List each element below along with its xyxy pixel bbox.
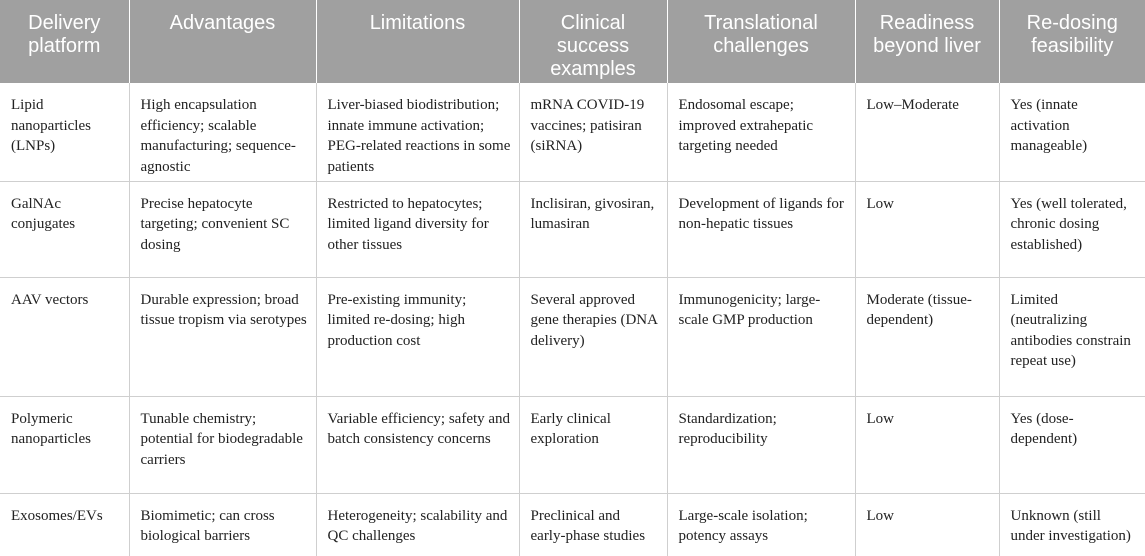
cell-challenges: Standardization; reproducibility [667, 396, 855, 493]
cell-readiness: Low–Moderate [855, 83, 999, 181]
cell-limitations: Liver-biased biodistribution; innate immune activation; PEG-related reactions in some patients [316, 83, 519, 181]
header-translational-challenges: Translational challenges [667, 0, 855, 83]
cell-redosing: Yes (well tolerated, chronic dosing established) [999, 181, 1145, 277]
cell-platform: Polymeric nanoparticles [0, 396, 129, 493]
header-redosing: Re-dosing feasibility [999, 0, 1145, 83]
cell-challenges: Large-scale isolation; potency assays [667, 493, 855, 556]
table-header-row [0, 0, 1145, 83]
cell-clinical: Early clinical exploration [519, 396, 667, 493]
cell-challenges: Endosomal escape; improved extrahepatic targeting needed [667, 83, 855, 181]
header-advantages: Advantages [129, 0, 316, 83]
cell-advantages: Biomimetic; can cross biological barriers [129, 493, 316, 556]
cell-platform: AAV vectors [0, 277, 129, 396]
table-row [0, 83, 1145, 181]
cell-limitations: Pre-existing immunity; limited re-dosing; high production cost [316, 277, 519, 396]
cell-readiness: Moderate (tissue-dependent) [855, 277, 999, 396]
cell-clinical: Preclinical and early-phase studies [519, 493, 667, 556]
cell-redosing: Yes (innate activation manageable) [999, 83, 1145, 181]
cell-limitations: Variable efficiency; safety and batch consistency concerns [316, 396, 519, 493]
cell-redosing: Limited (neutralizing antibodies constrain repeat use) [999, 277, 1145, 396]
cell-limitations: Restricted to hepatocytes; limited ligand diversity for other tissues [316, 181, 519, 277]
table-row [0, 493, 1145, 556]
cell-platform: Lipid nanoparticles (LNPs) [0, 83, 129, 181]
cell-advantages: Durable expression; broad tissue tropism via serotypes [129, 277, 316, 396]
table-row [0, 396, 1145, 493]
header-delivery-platform: Delivery platform [0, 0, 129, 83]
cell-readiness: Low [855, 396, 999, 493]
cell-redosing: Yes (dose-dependent) [999, 396, 1145, 493]
cell-limitations: Heterogeneity; scalability and QC challenges [316, 493, 519, 556]
cell-redosing: Unknown (still under investigation) [999, 493, 1145, 556]
cell-clinical: mRNA COVID-19 vaccines; patisiran (siRNA) [519, 83, 667, 181]
cell-challenges: Immunogenicity; large-scale GMP production [667, 277, 855, 396]
cell-platform: GalNAc conjugates [0, 181, 129, 277]
cell-advantages: Precise hepatocyte targeting; convenient SC dosing [129, 181, 316, 277]
cell-readiness: Low [855, 181, 999, 277]
cell-challenges: Development of ligands for non-hepatic tissues [667, 181, 855, 277]
cell-advantages: Tunable chemistry; potential for biodegradable carriers [129, 396, 316, 493]
cell-platform: Exosomes/EVs [11, 507, 103, 524]
cell-clinical: Inclisiran, givosiran, lumasiran [519, 181, 667, 277]
cell-advantages: High encapsulation efficiency; scalable manufacturing; sequence-agnostic [129, 83, 316, 181]
table-row [0, 181, 1145, 277]
table-row [0, 277, 1145, 396]
header-limitations: Limitations [316, 0, 519, 83]
header-readiness: Readiness beyond liver [855, 0, 999, 83]
cell-clinical: Several approved gene therapies (DNA delivery) [519, 277, 667, 396]
header-clinical-success: Clinical success examples [519, 0, 667, 83]
cell-readiness: Low [855, 493, 999, 556]
